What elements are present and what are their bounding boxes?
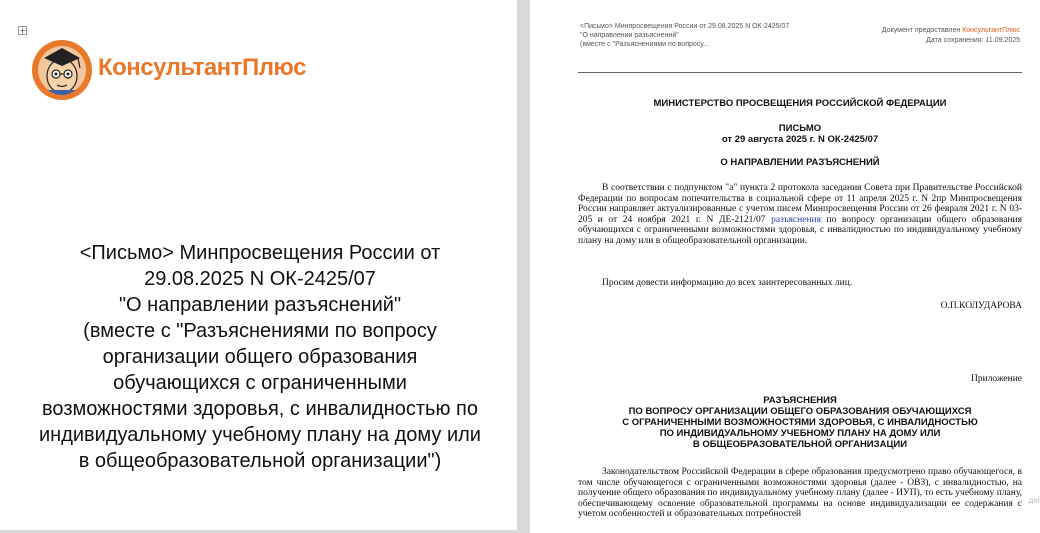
appendix-label: Приложение (971, 374, 1022, 384)
cover-title-line: "О направлении разъяснений" (118, 294, 402, 316)
cover-title-line: организации общего образования (102, 346, 418, 368)
cover-title-line: возможностями здоровья, с инвалидностью по (42, 398, 478, 420)
header-provided-prefix: Документ предоставлен (881, 27, 963, 34)
expand-icon[interactable]: + (19, 26, 26, 35)
para1-text-end: по вопросу организации общего образования обучающихся с ограниченными возможностями здоровья, с инвалидностью по индивидуальному учебному плану на дому или в общеобразовательной организации. (578, 214, 1023, 246)
signature: О.П.КОЛУДАРОВА (940, 301, 1022, 311)
cover-title-line: в общеобразовательной организации") (78, 450, 442, 472)
explanations-link[interactable]: разъяснения (771, 214, 821, 225)
explanations-title-line: В ОБЩЕОБРАЗОВАТЕЛЬНОЙ ОРГАНИЗАЦИИ (692, 439, 908, 450)
letter-type: ПИСЬМО (778, 123, 822, 134)
letter-subject: О НАПРАВЛЕНИИ РАЗЪЯСНЕНИЙ (720, 157, 880, 168)
letter-body-paragraph (578, 183, 1022, 246)
header-divider (578, 72, 1022, 73)
running-header-right (882, 26, 1020, 46)
header-left-line: "О направлении разъяснений" (580, 32, 679, 39)
header-saved-date: Дата сохранения: 11.09.2025 (926, 37, 1020, 44)
explanations-title-line: ПО ВОПРОСУ ОРГАНИЗАЦИИ ОБЩЕГО ОБРАЗОВАНИЯ ОБУЧАЮЩИХСЯ (628, 406, 972, 417)
explanations-body-paragraph: Законодательством Российской Федерации в сфере образования предусмотрено право обучающегося, в том числе обучающегося с ограниченными возможностями здоровья (далее - ОВЗ), с инвалидностью, на получение общего образования по индивидуальному учебному плану (далее - ИУП), то есть учебному плану, обеспечивающему освоение образовательной программы на основе индивидуализации ее содержания с учетом особенностей и образовательных потребностей (578, 467, 1022, 519)
cover-page (0, 0, 517, 530)
cover-title-line: 29.08.2025 N ОК-2425/07 (144, 268, 376, 290)
header-brand-link[interactable]: КонсультантПлюс (962, 27, 1020, 34)
letter-date: от 29 августа 2025 г. N ОК-2425/07 (721, 134, 879, 145)
explanations-title-line: ПО ИНДИВИДУАЛЬНОМУ УЧЕБНОМУ ПЛАНУ НА ДОМУ ИЛИ (659, 428, 941, 439)
cover-title-line: <Письмо> Минпросвещения России от (79, 242, 441, 264)
cover-title (20, 240, 500, 474)
cut-off-text: де/ (1028, 496, 1040, 505)
consultant-logo-icon (30, 38, 94, 107)
logo-text-part2: Плюс (241, 54, 306, 81)
explanations-title-line: С ОГРАНИЧЕННЫМИ ВОЗМОЖНОСТЯМИ ЗДОРОВЬЯ, С ИНВАЛИДНОСТЬЮ (622, 417, 978, 428)
cover-title-line: (вместе с "Разъяснениями по вопросу (83, 320, 437, 342)
para1-text: В соответствии с подпунктом "а" пункта 2 протокола заседания Совета при Правительстве Российской Федерации по вопросам попечительства в социальной сфере от 11 апреля 2025 г. N 2пр Минпросвещения России направляет актуализированные с учетом писем Минпросвещения России от 26 февраля 2021 г. N 03-205 и от 24 ноября 2021 г. N ДЕ-2121/07 (578, 183, 1022, 225)
header-provided-by (882, 26, 1020, 36)
logo-text-part1: Консультант (98, 54, 242, 81)
cover-title-line: индивидуальному учебному плану на дому или (39, 424, 481, 446)
consultant-logo-text (98, 54, 306, 82)
explanations-title-line: РАЗЪЯСНЕНИЯ (763, 395, 837, 406)
request-paragraph: Просим довести информацию до всех заинтересованных лиц. (602, 278, 853, 288)
header-left-line: (вместе с "Разъяснениями по вопросу... (580, 41, 709, 48)
header-left-line: <Письмо> Минпросвещения России от 29.08.2025 N ОК-2425/07 (580, 23, 790, 30)
running-header-left (580, 22, 830, 49)
cover-title-line: обучающихся с ограниченными (113, 372, 407, 394)
document-page (530, 0, 1040, 533)
explanations-title (578, 395, 1022, 450)
ministry-heading: МИНИСТЕРСТВО ПРОСВЕЩЕНИЯ РОССИЙСКОЙ ФЕДЕРАЦИИ (653, 98, 947, 109)
